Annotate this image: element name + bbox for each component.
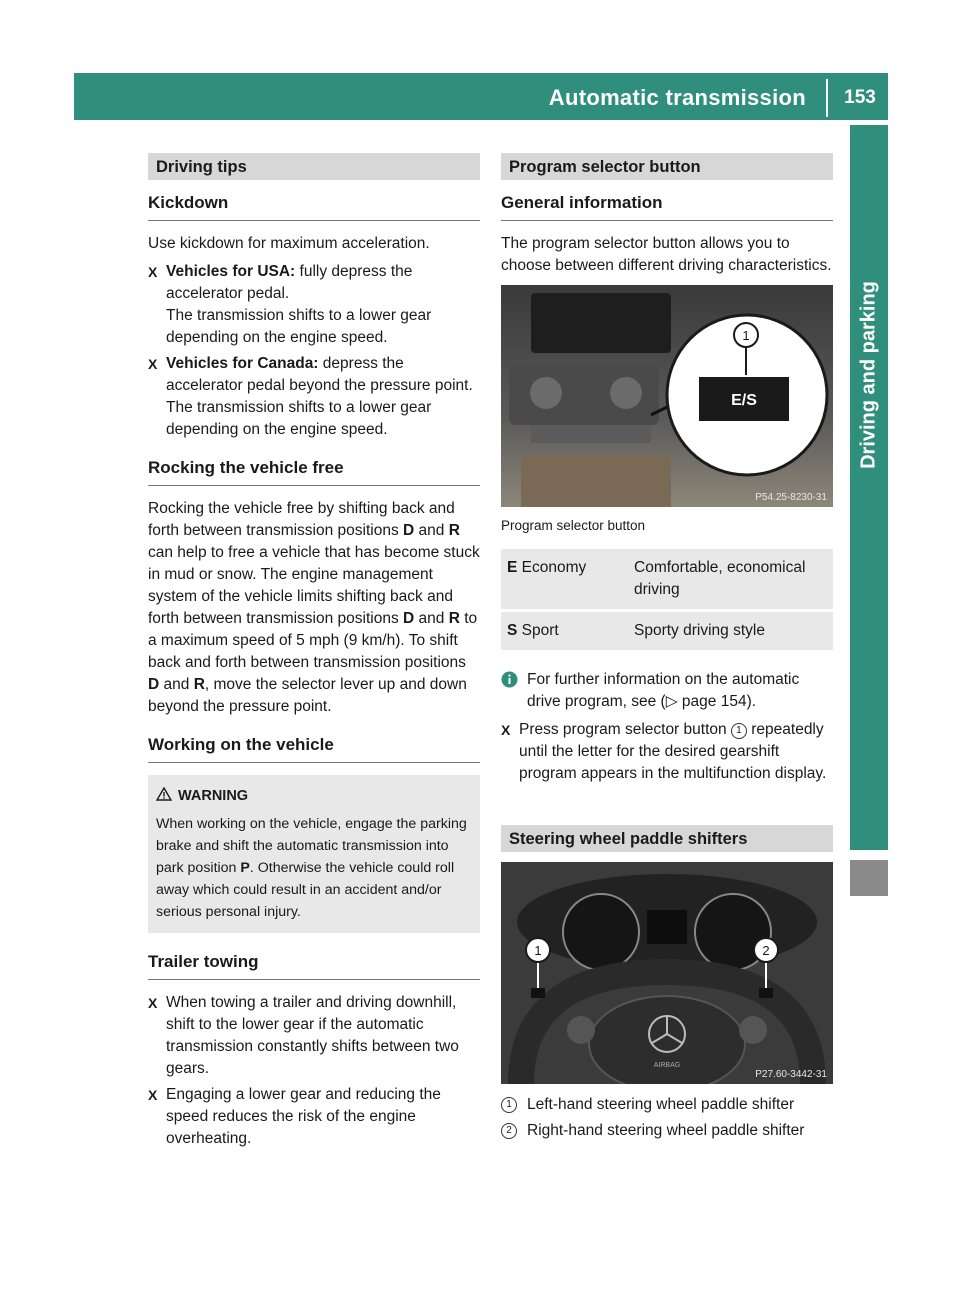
callout-1: 1: [742, 328, 750, 343]
step-marker-icon: X: [148, 264, 158, 280]
chapter-tab: [850, 125, 888, 850]
table-cell-mode: E Economy: [501, 549, 628, 611]
chapter-marker: [850, 860, 888, 896]
program-table: [501, 549, 833, 653]
left-column: [148, 153, 480, 1150]
callout-2: 2: [762, 943, 770, 958]
info-note: For further information on the automatic drive program, see (▷ page 154).: [501, 669, 833, 713]
kickdown-intro: Use kickdown for maximum acceleration.: [148, 235, 430, 252]
page-title: Automatic transmission: [548, 85, 806, 110]
subheading-general: General information: [501, 192, 833, 221]
callout-number: 2: [501, 1123, 517, 1139]
section-heading-driving-tips: Driving tips: [148, 153, 480, 180]
callout-number: 1: [731, 723, 747, 739]
page-number: 153: [844, 87, 876, 108]
step-marker-icon: X: [501, 722, 511, 738]
chapter-tab-label: Driving and parking: [857, 281, 880, 469]
page-header: [74, 73, 888, 120]
program-step: X Press program selector button 1 repeatedly until the letter for the desired gearshift program appears in the multifunction display.: [501, 721, 827, 782]
info-icon: [501, 671, 518, 688]
trailer-step-2: X Engaging a lower gear and reducing the speed reduces the risk of the engine overheating.: [148, 1086, 441, 1147]
image-caption: Program selector button: [501, 518, 646, 533]
warning-title: WARNING: [156, 785, 472, 807]
e-s-button-label: E/S: [731, 392, 757, 409]
steering-wheel-image: [501, 862, 833, 1084]
subheading-kickdown: Kickdown: [148, 192, 480, 221]
subheading-trailer: Trailer towing: [148, 951, 480, 980]
table-cell-mode: S Sport: [501, 611, 628, 652]
step-marker-icon: X: [148, 1087, 158, 1103]
legend-item-2: 2 Right-hand steering wheel paddle shifter: [501, 1120, 833, 1142]
section-heading-program: Program selector button: [501, 153, 833, 180]
program-intro: The program selector button allows you to choose between different driving characteristics.: [501, 235, 832, 274]
subheading-rocking: Rocking the vehicle free: [148, 457, 480, 486]
warning-triangle-icon: [156, 787, 172, 801]
image-code: P54.25-8230-31: [755, 492, 827, 503]
table-cell-description: Comfortable, economical driving: [628, 549, 833, 611]
right-column: [501, 153, 833, 1142]
callout-number: 1: [501, 1097, 517, 1113]
step-marker-icon: X: [148, 995, 158, 1011]
trailer-step-1: X When towing a trailer and driving downhill, shift to the lower gear if the automatic transmission constantly shifts between two gears.: [148, 994, 459, 1077]
warning-text: When working on the vehicle, engage the parking brake and shift the automatic transmission into park position P. Otherwise the vehicle could roll away which could result in an accident and/or serious personal injury.: [156, 816, 467, 920]
airbag-text: AIRBAG: [653, 1062, 681, 1069]
program-selector-image: [501, 285, 833, 507]
section-heading-paddles: Steering wheel paddle shifters: [501, 825, 833, 852]
kickdown-step-canada: X Vehicles for Canada: depress the accelerator pedal beyond the pressure point. The transmission shifts to a lower gear depending on the engine speed.: [148, 355, 473, 438]
header-divider: [826, 79, 828, 117]
callout-1: 1: [534, 943, 542, 958]
subheading-working: Working on the vehicle: [148, 734, 480, 763]
rocking-paragraph: Rocking the vehicle free by shifting back and forth between transmission positions D and R can help to free a vehicle that has become stuck in mud or snow. The engine management system of the vehicle limits shifting back and forth between transmission positions D and R to a maximum speed of 5 mph (9 km/h). To shift back and forth between transmission positions D and R, move the selector lever up and down beyond the pressure point.: [148, 500, 480, 715]
legend-item-1: 1 Left-hand steering wheel paddle shifter: [501, 1094, 833, 1116]
table-row: [501, 611, 833, 652]
step-marker-icon: X: [148, 356, 158, 372]
image-code: P27.60-3442-31: [755, 1069, 827, 1080]
table-cell-description: Sporty driving style: [628, 611, 833, 652]
warning-box: [148, 775, 480, 933]
table-row: [501, 549, 833, 611]
kickdown-step-usa: X Vehicles for USA: fully depress the accelerator pedal. The transmission shifts to a lower gear depending on the engine speed.: [148, 263, 432, 346]
